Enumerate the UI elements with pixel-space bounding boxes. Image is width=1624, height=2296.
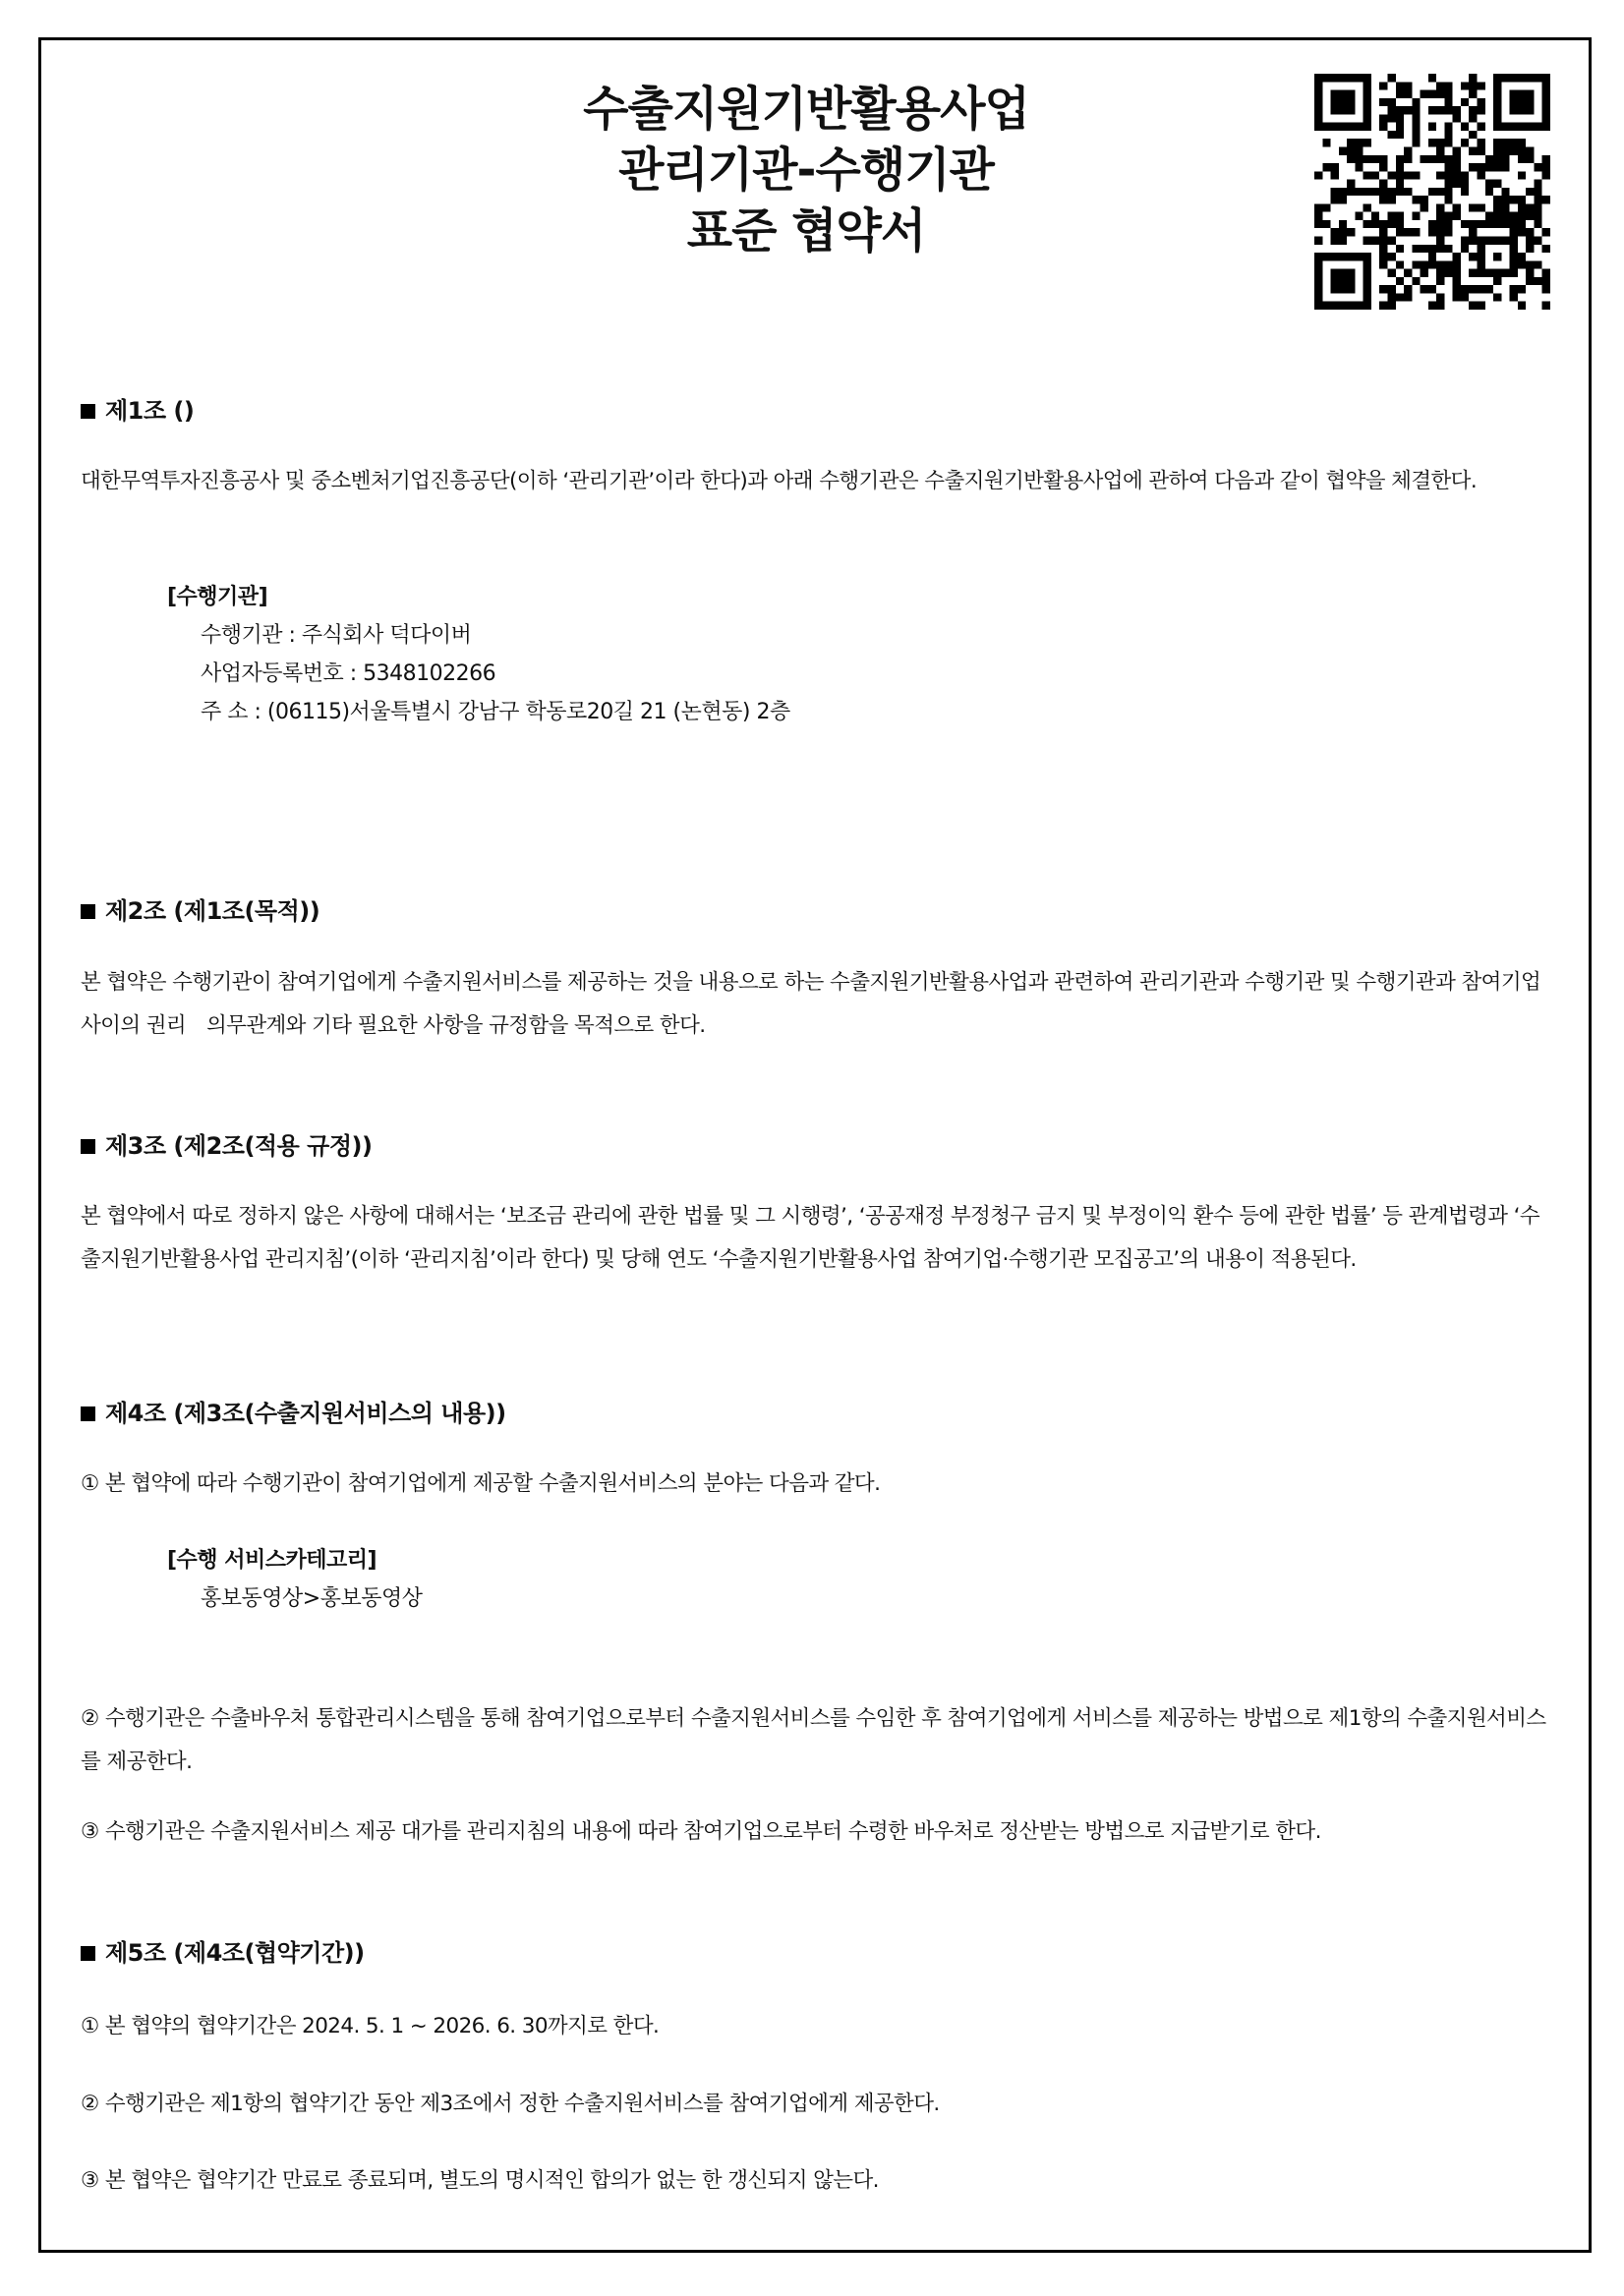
article-4-category-block [167,1541,422,1618]
article-4-paragraph-1: ① 본 협약에 따라 수행기관이 참여기업에게 제공할 수출지원서비스의 분야는 다음과 같다. [81,1471,881,1496]
category-block-label: [수행 서비스카테고리] [167,1548,377,1573]
square-bullet-icon [81,1406,95,1421]
provider-name: 수행기관 : 주식회사 덕다이버 [201,623,472,648]
article-5-heading: 제5조 (제4조(협약기간)) [81,1933,365,1968]
provider-address: 주 소 : (06115)서울특별시 강남구 학동로20길 21 (논현동) 2층 [201,700,790,724]
square-bullet-icon [81,1139,95,1154]
business-registration-number: 사업자등록번호 : 5348102266 [201,661,496,686]
article-3-heading: 제3조 (제2조(적용 규정)) [81,1126,372,1161]
article-4-paragraph-3: ③ 수행기관은 수출지원서비스 제공 대가를 관리지침의 내용에 따라 참여기업으로부터 수령한 바우처로 정산받는 방법으로 지급받기로 한다. [81,1819,1321,1844]
article-5-paragraph-2: ② 수행기관은 제1항의 협약기간 동안 제3조에서 정한 수출지원서비스를 참여기업에게 제공한다. [81,2092,940,2116]
article-3-text: 본 협약에서 따로 정하지 않은 사항에 대해서는 ‘보조금 관리에 관한 법률 및 그 시행령’, ‘공공재정 부정청구 금지 및 부정이익 환수 등에 관한 법률’ 등 관계법령과 ‘수출지원기반활용사업 관리지침’(이하 ‘관리지침’이라 한다) 및 당해 연도 ‘수출지원기반활용사업 참여기업·수행기관 모집공고’의 내용이 적용된다. [81,1204,1540,1272]
article-2-text: 본 협약은 수행기관이 참여기업에게 수출지원서비스를 제공하는 것을 내용으로 하는 수출지원기반활용사업과 관련하여 관리기관과 수행기관 및 수행기관과 참여기업 사이의 권리 의무관계와 기타 필요한 사항을 규정함을 목적으로 한다. [81,970,1541,1038]
title-line-1: 수출지원기반활용사업 [583,82,1029,137]
title-line-2: 관리기관-수행기관 [618,143,994,198]
service-category: 홍보동영상>홍보동영상 [201,1586,423,1611]
article-5-paragraph-3: ③ 본 협약은 협약기간 만료로 종료되며, 별도의 명시적인 합의가 없는 한 갱신되지 않는다. [81,2168,879,2193]
article-4-heading: 제4조 (제3조(수출지원서비스의 내용)) [81,1394,506,1428]
article-1-provider-block [167,578,790,731]
square-bullet-icon [81,1946,95,1961]
title-line-3: 표준 협약서 [686,203,926,258]
qr-code-icon [1314,74,1550,310]
article-1-heading: 제1조 () [81,391,194,426]
document-title [236,79,1376,261]
square-bullet-icon [81,404,95,419]
article-2-heading: 제2조 (제1조(목적)) [81,891,319,926]
article-4-paragraph-2: ② 수행기관은 수출바우처 통합관리시스템을 통해 참여기업으로부터 수출지원서비스를 수임한 후 참여기업에게 서비스를 제공하는 방법으로 제1항의 수출지원서비스를 제공한다. [81,1706,1546,1774]
article-1-text: 대한무역투자진흥공사 및 중소벤처기업진흥공단(이하 ‘관리기관’이라 한다)과 아래 수행기관은 수출지원기반활용사업에 관하여 다음과 같이 협약을 체결한다. [81,469,1478,493]
provider-block-label: [수행기관] [167,585,268,609]
article-5-paragraph-1: ① 본 협약의 협약기간은 2024. 5. 1 ~ 2026. 6. 30까지로 한다. [81,2014,660,2038]
square-bullet-icon [81,904,95,919]
